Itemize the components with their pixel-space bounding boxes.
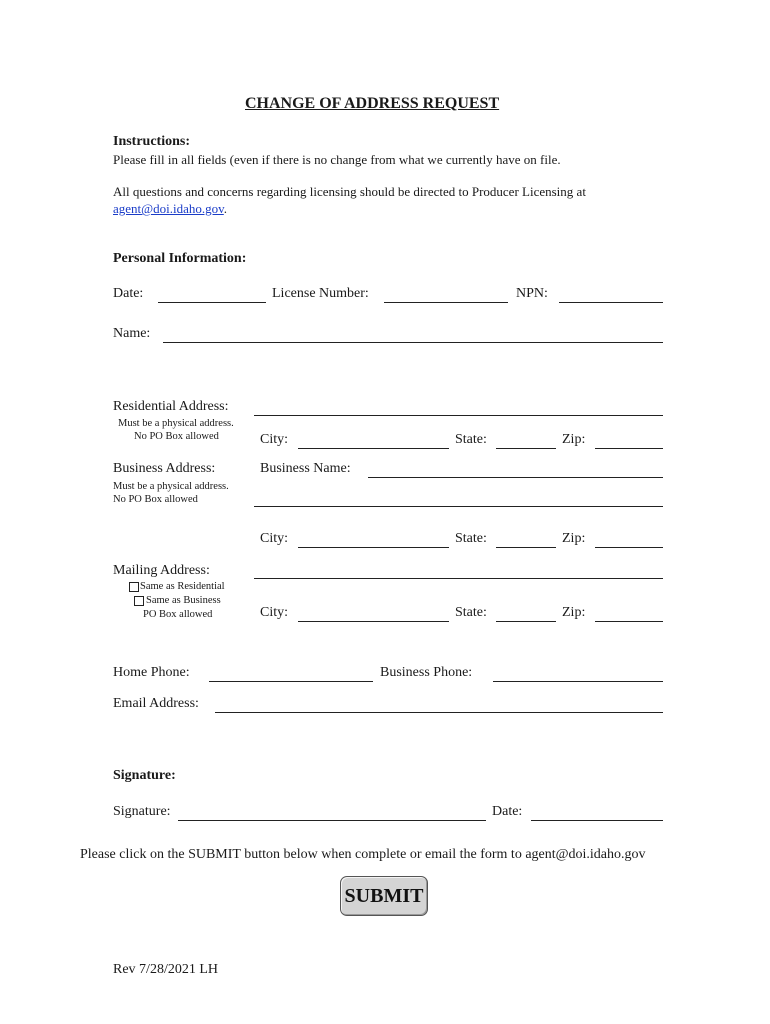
license-number-label: License Number: (272, 286, 369, 301)
residential-zip-label: Zip: (562, 432, 586, 447)
mailing-address-label: Mailing Address: (113, 563, 210, 578)
residential-address-field[interactable] (254, 415, 663, 416)
submit-button[interactable]: SUBMIT (340, 876, 428, 916)
business-address-label: Business Address: (113, 461, 216, 476)
business-state-label: State: (455, 531, 487, 546)
residential-state-field[interactable] (496, 448, 556, 449)
residential-address-label: Residential Address: (113, 399, 229, 414)
name-field[interactable] (163, 342, 663, 343)
business-note-1: Must be a physical address. (113, 481, 229, 492)
business-city-label: City: (260, 531, 289, 546)
business-state-field[interactable] (496, 547, 556, 548)
business-city-field[interactable] (298, 547, 449, 548)
mailing-state-label: State: (455, 605, 487, 620)
personal-info-heading: Personal Information: (113, 251, 247, 266)
email-address-field[interactable] (215, 712, 663, 713)
mailing-city-field[interactable] (298, 621, 449, 622)
business-phone-field[interactable] (493, 681, 663, 682)
instructions-line-2: All questions and concerns regarding licensing should be directed to Producer Licensing at (113, 184, 586, 199)
signature-label: Signature: (113, 804, 171, 819)
business-phone-label: Business Phone: (380, 665, 473, 680)
home-phone-label: Home Phone: (113, 665, 190, 680)
mailing-zip-field[interactable] (595, 621, 663, 622)
home-phone-field[interactable] (209, 681, 373, 682)
business-name-label: Business Name: (260, 461, 351, 476)
business-name-field[interactable] (368, 477, 663, 478)
submit-instructions: Please click on the SUBMIT button below when complete or email the form to agent@doi.idaho.gov (80, 847, 646, 862)
same-as-residential-checkbox[interactable] (129, 582, 139, 592)
npn-label: NPN: (516, 286, 548, 301)
same-as-business-label: Same as Business (146, 595, 221, 606)
signature-heading: Signature: (113, 768, 176, 783)
signature-date-field[interactable] (531, 820, 663, 821)
residential-zip-field[interactable] (595, 448, 663, 449)
date-label: Date: (113, 286, 144, 301)
mailing-note: PO Box allowed (143, 609, 213, 620)
license-number-field[interactable] (384, 302, 508, 303)
mailing-city-label: City: (260, 605, 289, 620)
signature-date-label: Date: (492, 804, 523, 819)
agent-email-link[interactable]: agent@doi.idaho.gov (113, 201, 224, 216)
same-as-business-checkbox[interactable] (134, 596, 144, 606)
residential-state-label: State: (455, 432, 487, 447)
residential-city-label: City: (260, 432, 289, 447)
residential-city-field[interactable] (298, 448, 449, 449)
instructions-email-row (113, 201, 227, 216)
residential-note-2: No PO Box allowed (134, 431, 219, 442)
instructions-heading: Instructions: (113, 134, 191, 149)
signature-field[interactable] (178, 820, 486, 821)
business-note-2: No PO Box allowed (113, 494, 198, 505)
page-title: CHANGE OF ADDRESS REQUEST (245, 95, 500, 112)
email-period: . (223, 201, 228, 216)
mailing-state-field[interactable] (496, 621, 556, 622)
npn-field[interactable] (559, 302, 663, 303)
business-zip-label: Zip: (562, 531, 586, 546)
business-address-field[interactable] (254, 506, 663, 507)
name-label: Name: (113, 326, 151, 341)
same-as-residential-label: Same as Residential (140, 581, 225, 592)
email-address-label: Email Address: (113, 696, 199, 711)
instructions-line-1: Please fill in all fields (even if there is no change from what we currently have on file. (113, 152, 561, 167)
mailing-address-field[interactable] (254, 578, 663, 579)
date-field[interactable] (158, 302, 266, 303)
residential-note-1: Must be a physical address. (118, 418, 234, 429)
revision-note: Rev 7/28/2021 LH (113, 962, 218, 977)
mailing-zip-label: Zip: (562, 605, 586, 620)
business-zip-field[interactable] (595, 547, 663, 548)
